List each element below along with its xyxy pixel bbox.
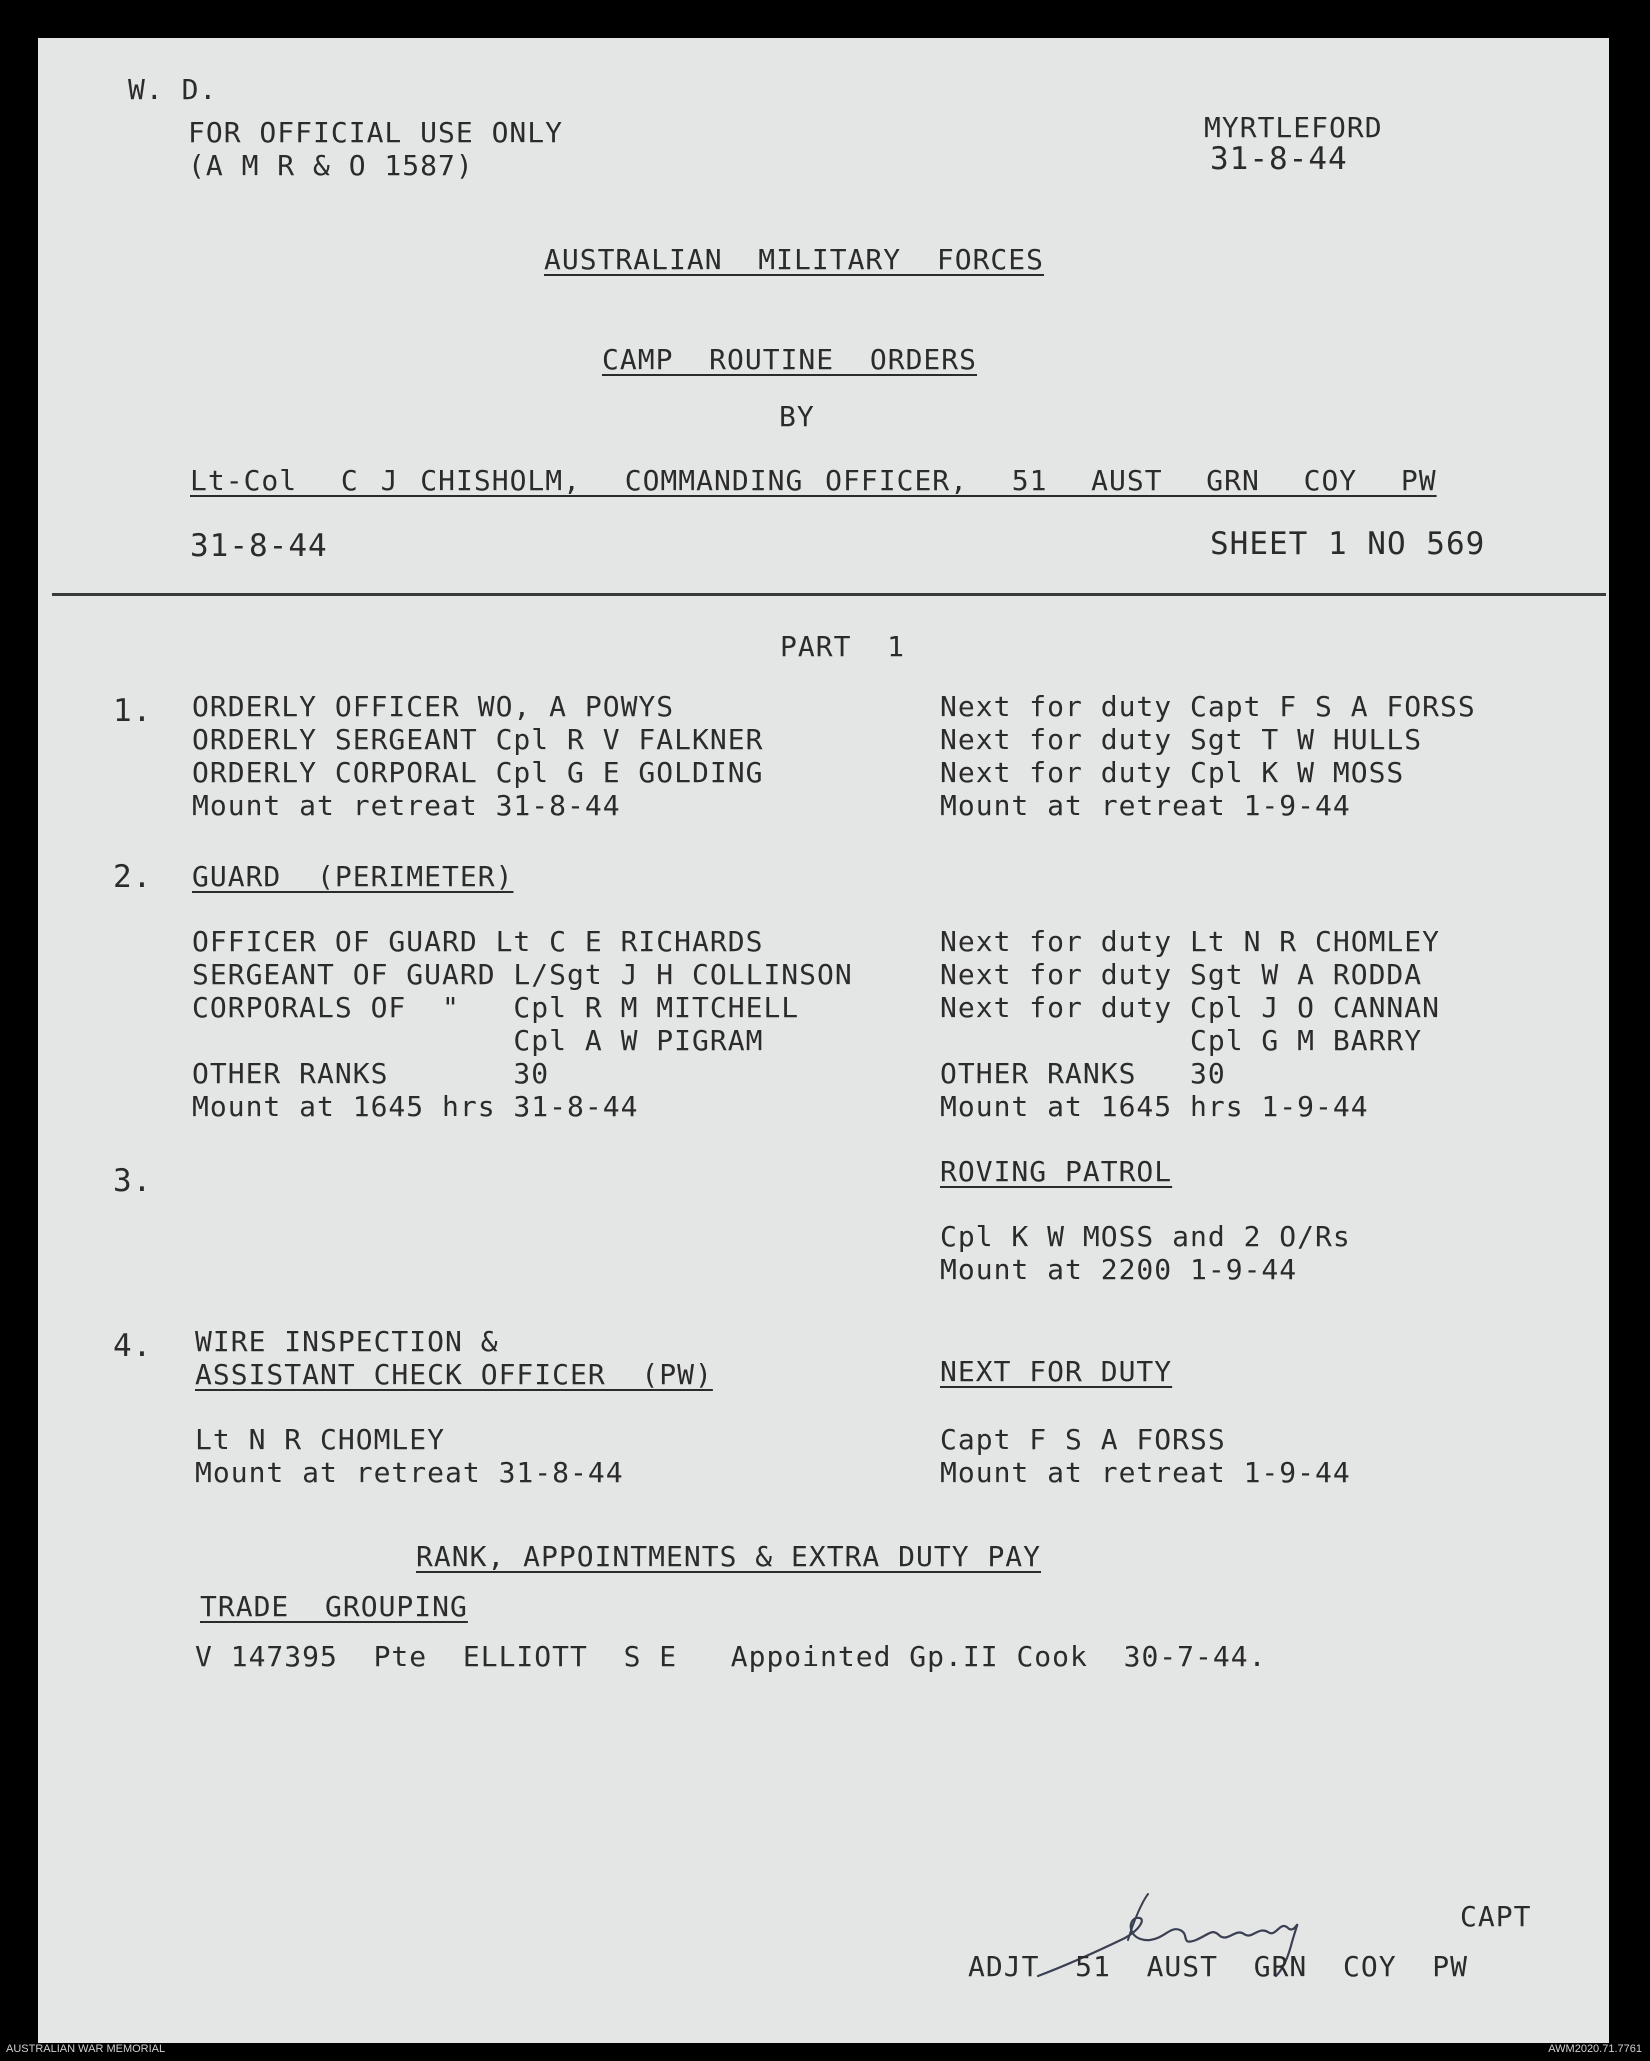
duty-line: Next for duty Sgt W A RODDA bbox=[940, 958, 1423, 991]
duty-line: Cpl K W MOSS and 2 O/Rs bbox=[940, 1220, 1351, 1253]
amr-reference: (A M R & O 1587) bbox=[188, 149, 474, 182]
duty-line: Cpl G M BARRY bbox=[940, 1024, 1423, 1057]
title-by: BY bbox=[779, 400, 815, 433]
next-for-duty-heading: NEXT FOR DUTY bbox=[940, 1355, 1173, 1388]
title-forces: AUSTRALIAN MILITARY FORCES bbox=[544, 243, 1045, 276]
duty-line: Next for duty Cpl J O CANNAN bbox=[940, 991, 1441, 1024]
item-number-1: 1. bbox=[113, 693, 153, 729]
roving-patrol-heading: ROVING PATROL bbox=[940, 1155, 1173, 1188]
duty-line: ORDERLY SERGEANT Cpl R V FALKNER bbox=[192, 723, 764, 756]
duty-line: Mount at retreat 31-8-44 bbox=[192, 789, 621, 822]
duty-line: Next for duty Cpl K W MOSS bbox=[940, 756, 1405, 789]
title-orders: CAMP ROUTINE ORDERS bbox=[602, 343, 978, 376]
duty-line: OTHER RANKS 30 bbox=[192, 1057, 550, 1090]
item-number-2: 2. bbox=[113, 859, 153, 895]
duty-line: Next for duty Sgt T W HULLS bbox=[940, 723, 1423, 756]
order-date: 31-8-44 bbox=[190, 528, 328, 564]
duty-line: Mount at retreat 1-9-44 bbox=[940, 789, 1351, 822]
item-number-3: 3. bbox=[113, 1163, 153, 1199]
duty-line: Mount at 2200 1-9-44 bbox=[940, 1253, 1298, 1286]
trade-grouping-heading: TRADE GROUPING bbox=[200, 1590, 468, 1623]
horizontal-rule bbox=[52, 593, 1606, 596]
place-name: MYRTLEFORD bbox=[1204, 111, 1383, 144]
duty-line: Mount at retreat 1-9-44 bbox=[940, 1456, 1351, 1489]
sheet-number: SHEET 1 NO 569 bbox=[1210, 526, 1486, 562]
check-officer-heading: ASSISTANT CHECK OFFICER (PW) bbox=[195, 1358, 713, 1391]
official-use-label: FOR OFFICIAL USE ONLY bbox=[188, 116, 564, 149]
duty-line: Lt N R CHOMLEY bbox=[195, 1423, 446, 1456]
wire-inspection-heading: WIRE INSPECTION & bbox=[195, 1325, 499, 1358]
signatory-rank: CAPT bbox=[1460, 1900, 1532, 1933]
duty-line: Next for duty Lt N R CHOMLEY bbox=[940, 925, 1441, 958]
archive-credit: AUSTRALIAN WAR MEMORIAL bbox=[6, 2043, 166, 2055]
duty-line: Next for duty Capt F S A FORSS bbox=[940, 690, 1476, 723]
appointment-entry: V 147395 Pte ELLIOTT S E Appointed Gp.II Cook 30-7-44. bbox=[195, 1640, 1267, 1673]
item-number-4: 4. bbox=[113, 1328, 153, 1364]
signatory-position: ADJT 51 AUST GRN COY PW bbox=[968, 1950, 1469, 1983]
duty-line: Mount at 1645 hrs 31-8-44 bbox=[192, 1090, 639, 1123]
duty-line: ORDERLY CORPORAL Cpl G E GOLDING bbox=[192, 756, 764, 789]
duty-line: Mount at retreat 31-8-44 bbox=[195, 1456, 624, 1489]
wd-mark: W. D. bbox=[128, 73, 218, 106]
duty-line: OTHER RANKS 30 bbox=[940, 1057, 1226, 1090]
duty-line: Cpl A W PIGRAM bbox=[192, 1024, 764, 1057]
place-date: 31-8-44 bbox=[1210, 141, 1348, 177]
guard-heading: GUARD (PERIMETER) bbox=[192, 860, 514, 893]
commanding-officer-line: Lt-Col C J CHISHOLM, COMMANDING OFFICER, 51 AUST GRN COY PW bbox=[190, 464, 1437, 497]
duty-line: SERGEANT OF GUARD L/Sgt J H COLLINSON bbox=[192, 958, 853, 991]
duty-line: CORPORALS OF " Cpl R M MITCHELL bbox=[192, 991, 800, 1024]
duty-line: Mount at 1645 hrs 1-9-44 bbox=[940, 1090, 1369, 1123]
archive-reference: AWM2020.71.7761 bbox=[1548, 2043, 1642, 2055]
rank-appointments-heading: RANK, APPOINTMENTS & EXTRA DUTY PAY bbox=[416, 1540, 1042, 1573]
duty-line: ORDERLY OFFICER WO, A POWYS bbox=[192, 690, 675, 723]
duty-line: OFFICER OF GUARD Lt C E RICHARDS bbox=[192, 925, 764, 958]
duty-line: Capt F S A FORSS bbox=[940, 1423, 1226, 1456]
part-heading: PART 1 bbox=[780, 630, 906, 663]
